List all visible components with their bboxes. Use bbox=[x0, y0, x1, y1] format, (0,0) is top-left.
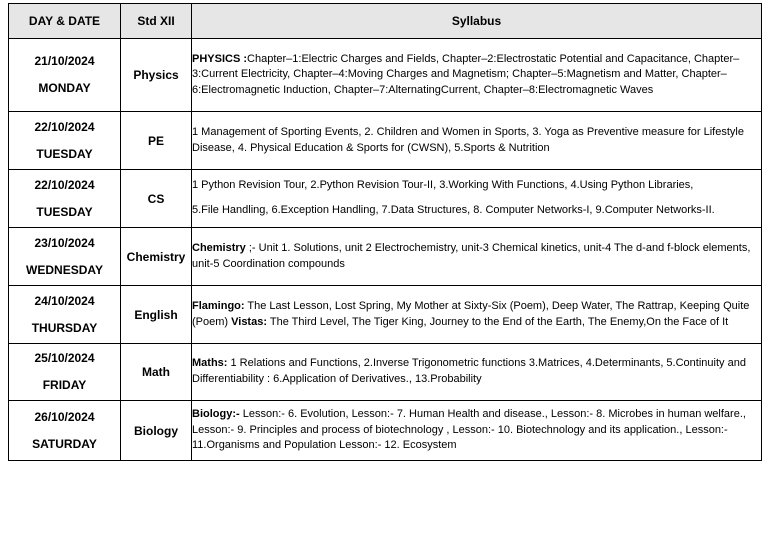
subject-cell: English bbox=[121, 286, 192, 344]
day-text: SATURDAY bbox=[32, 436, 97, 451]
date-text: 25/10/2024 bbox=[34, 351, 95, 365]
day-text: TUESDAY bbox=[36, 204, 93, 219]
day-text: THURSDAY bbox=[31, 320, 98, 335]
table-row bbox=[9, 286, 762, 344]
date-cell bbox=[9, 344, 121, 401]
syllabus-heading: Chemistry bbox=[192, 241, 246, 254]
date-text: 22/10/2024 bbox=[34, 119, 95, 134]
header-std: Std XII bbox=[121, 4, 192, 39]
table-row bbox=[9, 344, 762, 401]
date-cell bbox=[9, 112, 121, 170]
subject-cell: Math bbox=[121, 344, 192, 401]
date-cell bbox=[9, 228, 121, 286]
subject-cell: Physics bbox=[121, 39, 192, 112]
day-text: FRIDAY bbox=[42, 378, 87, 392]
date-text: 24/10/2024 bbox=[34, 293, 95, 308]
syllabus-text: Chapter–1:Electric Charges and Fields, Chapter–2:Electrostatic Potential and Capacitance, Chapter–3:Current Electricity, Chapter–4:Moving Charges and Magnetism; Chapter–5:Magnetism and Matter, Chapter–6:Electromagnetic Induction, Chapter–7:AlternatingCurrent, Chapter–8:Electromagnetic Waves bbox=[192, 52, 740, 96]
date-cell bbox=[9, 286, 121, 344]
syllabus-text-line1: 1 Python Revision Tour, 2.Python Revision Tour-II, 3.Working With Functions, 4.Using Python Libraries, bbox=[192, 179, 694, 192]
syllabus-cell bbox=[192, 112, 762, 170]
syllabus-cell bbox=[192, 39, 762, 112]
syllabus-heading: Biology:- bbox=[192, 408, 240, 421]
subject-cell: Biology bbox=[121, 401, 192, 461]
syllabus-text: The Last Lesson, Lost Spring, My Mother at Sixty-Six (Poem), Deep Water, The Rattrap, Keeping Quite (Poem) bbox=[192, 299, 750, 328]
table-row bbox=[9, 170, 762, 228]
syllabus-heading-vistas: Vistas: bbox=[231, 315, 267, 328]
syllabus-text: Lesson:- 6. Evolution, Lesson:- 7. Human Health and disease., Lesson:- 8. Microbes in human welfare., Lesson:- 9. Principles and process of biotechnology , Lesson:- 10. Biotechnology and its application., Lesson:- 11.Organisms and Population Lesson:- 12. Ecosystem bbox=[192, 408, 746, 452]
syllabus-cell bbox=[192, 228, 762, 286]
header-row bbox=[9, 4, 762, 39]
syllabus-cell bbox=[192, 401, 762, 461]
date-text: 21/10/2024 bbox=[34, 54, 95, 68]
syllabus-cell bbox=[192, 286, 762, 344]
date-cell bbox=[9, 39, 121, 112]
date-text: 23/10/2024 bbox=[34, 235, 95, 250]
table-row bbox=[9, 112, 762, 170]
syllabus-text-line2: 5.File Handling, 6.Exception Handling, 7.Data Structures, 8. Computer Networks-I, 9.Computer Networks-II. bbox=[192, 204, 715, 216]
exam-schedule-table bbox=[8, 3, 762, 461]
date-text: 26/10/2024 bbox=[34, 409, 95, 424]
syllabus-text: 1 Management of Sporting Events, 2. Children and Women in Sports, 3. Yoga as Preventive measure for Lifestyle Disease, 4. Physical Education & Sports for (CWSN), 5.Sports & Nutrition bbox=[192, 125, 744, 154]
day-text: WEDNESDAY bbox=[26, 262, 103, 277]
syllabus-text: 1 Relations and Functions, 2.Inverse Trigonometric functions 3.Matrices, 4.Determinants, 5.Continuity and Differentiability : 6.Application of Derivatives., 13.Probability bbox=[192, 357, 746, 385]
syllabus-cell bbox=[192, 344, 762, 401]
header-day-date: DAY & DATE bbox=[9, 4, 121, 39]
syllabus-cell bbox=[192, 170, 762, 228]
subject-cell: PE bbox=[121, 112, 192, 170]
subject-cell: Chemistry bbox=[121, 228, 192, 286]
syllabus-text: ;- Unit 1. Solutions, unit 2 Electrochemistry, unit-3 Chemical kinetics, unit-4 The d-and f-block elements, unit-5 Coordination compounds bbox=[192, 241, 751, 270]
syllabus-heading: PHYSICS : bbox=[192, 52, 248, 65]
table-row bbox=[9, 39, 762, 112]
date-text: 22/10/2024 bbox=[34, 177, 95, 192]
syllabus-heading: Flamingo: bbox=[192, 299, 245, 312]
day-text: MONDAY bbox=[38, 81, 91, 95]
header-syllabus: Syllabus bbox=[192, 4, 762, 39]
syllabus-text-vistas: The Third Level, The Tiger King, Journey to the End of the Earth, The Enemy,On the Face of It bbox=[267, 315, 729, 328]
table-row bbox=[9, 401, 762, 461]
date-cell bbox=[9, 170, 121, 228]
day-text: TUESDAY bbox=[36, 146, 93, 161]
subject-cell: CS bbox=[121, 170, 192, 228]
date-cell bbox=[9, 401, 121, 461]
syllabus-heading: Maths: bbox=[192, 357, 228, 370]
table-row bbox=[9, 228, 762, 286]
